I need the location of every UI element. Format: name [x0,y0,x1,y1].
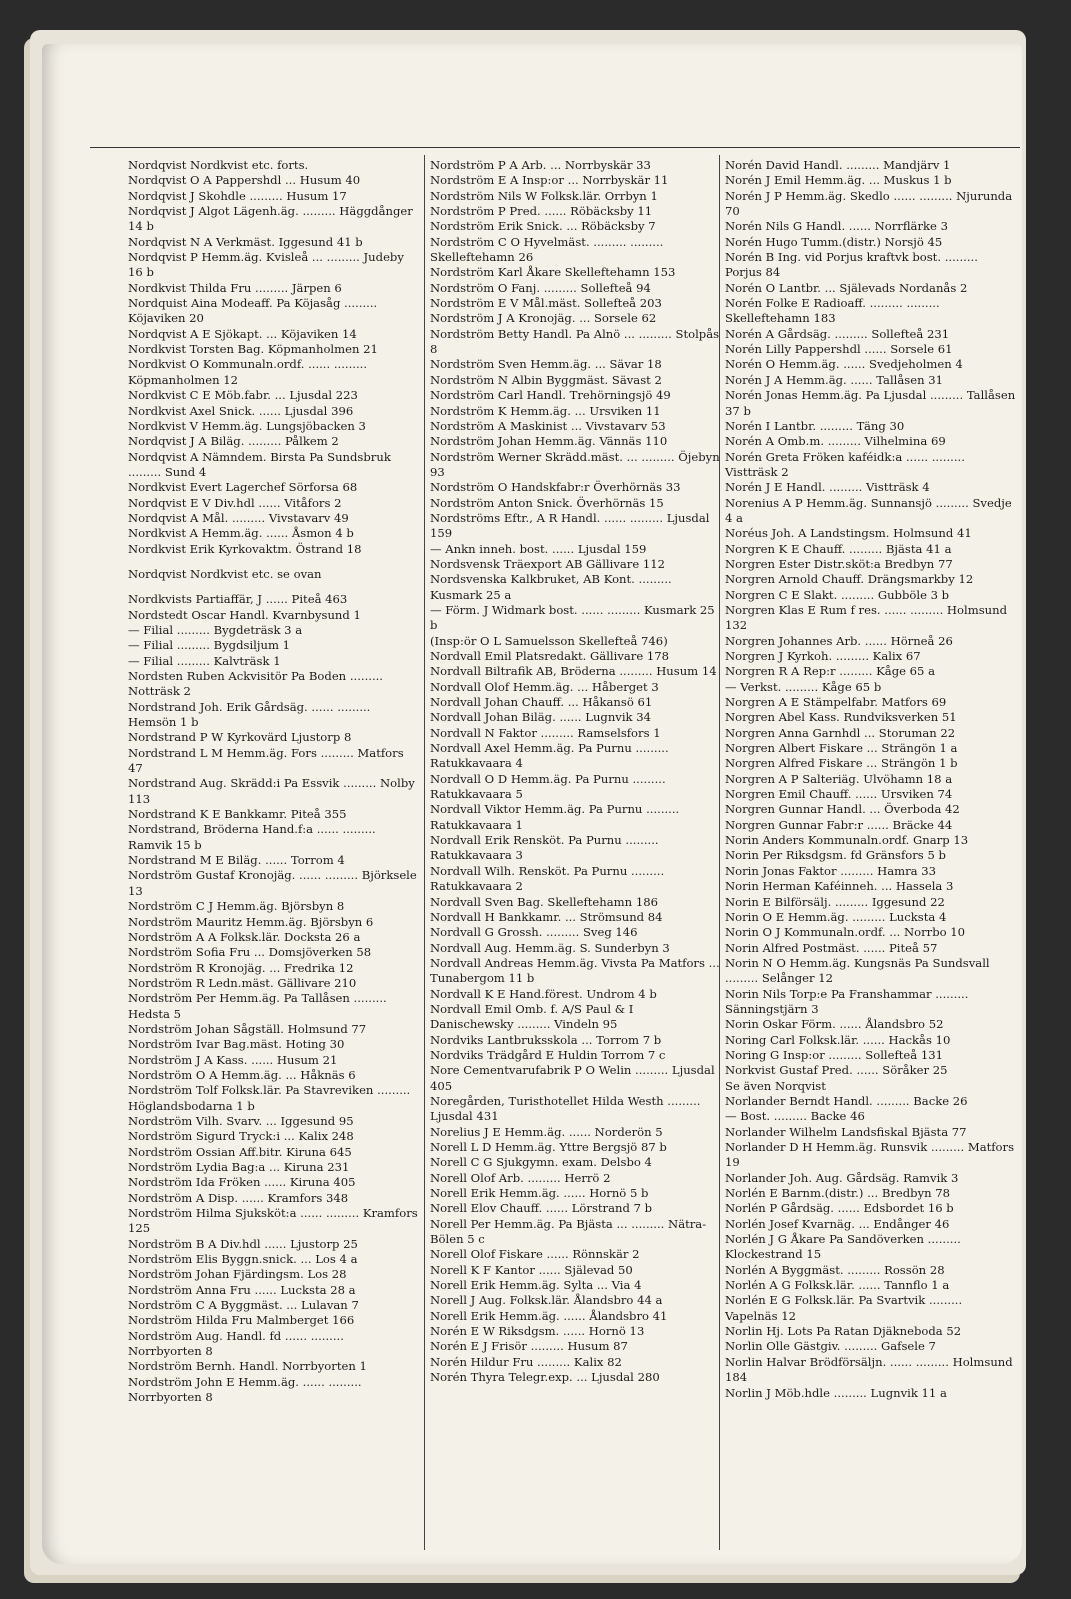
directory-column-3 [725,158,1018,1558]
directory-entry: Nordkvist Axel Snick. ...... Ljusdal 396 [128,403,354,418]
directory-entry: Norén I Lantbr. ......... Täng 30 [725,418,905,433]
directory-entry: Norgren C E Slakt. ......... Gubböle 3 b [725,587,950,602]
directory-entry: Nordkvist Torsten Bag. Köpmanholmen 21 [128,342,378,357]
directory-entry: Norin Herman Kaféinneh. ... Hassela 3 [725,879,954,894]
directory-entry: Nordvall Erik Rensköt. Pa Purnu ......... Ratukkavaara 3 [430,833,659,863]
directory-entry: Nordsvenska Kalkbruket, AB Kont. ......... Kusmark 25 a [430,572,672,602]
directory-entry: Nordström Vilh. Svarv. ... Iggesund 95 [128,1113,354,1128]
directory-entry: Norén Hugo Tumm.(distr.) Norsjö 45 [725,234,943,249]
directory-entry: Nordström Sven Hemm.äg. ... Sävar 18 [430,357,662,372]
directory-entry: Norlin J Möb.hdle ......... Lugnvik 11 a [725,1385,947,1400]
directory-entry: Nordström Karl Åkare Skelleftehamn 153 [430,265,676,280]
directory-entry: Nordvall Olof Hemm.äg. ... Håberget 3 [430,679,659,694]
directory-entry: Nordquist Aina Modeaff. Pa Köjasåg ......... Köjaviken 20 [128,296,378,326]
directory-entry: Nordviks Trädgård E Huldin Torrom 7 c [430,1047,666,1062]
directory-entry: Norén Greta Fröken kaféidk:a ...... ......... Vistträsk 2 [725,449,965,479]
directory-entry: Norlin Halvar Brödförsäljn. ...... ......... Holmsund 184 [725,1354,1013,1385]
directory-entry: Nordkvist A Hemm.äg. ...... Åsmon 4 b [128,526,354,541]
directory-entry: Nordström John E Hemm.äg. ...... ......... Norrbyorten 8 [128,1374,362,1405]
directory-entry: — Bost. ......... Backe 46 [725,1109,865,1124]
directory-entry: Nordström B A Div.hdl ...... Ljustorp 25 [128,1236,358,1251]
directory-entry: Noregården, Turisthotellet Hilda Westh ......... Ljusdal 431 [430,1093,701,1124]
directory-entry: Nordström N Albin Byggmäst. Sävast 2 [430,372,662,387]
directory-entry: Norgren Johannes Arb. ...... Hörneå 26 [725,633,953,648]
directory-column-1 [128,158,418,1558]
directory-entry: Nordvall Wilh. Rensköt. Pa Purnu ......... Ratukkavaara 2 [430,863,665,894]
directory-entry: Norin E Bilförsälj. ......... Iggesund 22 [725,894,945,909]
directory-entry: Norlén E G Folksk.lär. Pa Svartvik ......... Vapelnäs 12 [725,1293,963,1323]
directory-entry: Nordkvist V Hemm.äg. Lungsjöbacken 3 [128,418,366,433]
directory-entry: — Ankn inneh. bost. ...... Ljusdal 159 [430,541,647,556]
directory-entry: Noréus Joh. A Landstingsm. Holmsund 41 [725,526,972,541]
directory-entry: Nordqvist J Skohdle ......... Husum 17 [128,188,347,203]
directory-entry: Nordvall Andreas Hemm.äg. Vivsta Pa Matfors ... Tunabergom 11 b [430,955,720,986]
directory-entry: Nordvall G Grossh. ......... Sveg 146 [430,925,638,940]
directory-entry: Nordström Ida Fröken ...... Kiruna 405 [128,1175,356,1190]
directory-entry: Nordström Tolf Folksk.lär. Pa Stavreviken ......... Höglandsbodarna 1 b [128,1083,411,1113]
directory-entry: Nordqvist N A Verkmäst. Iggesund 41 b [128,234,363,249]
directory-entry: Nordström Johan Hemm.äg. Vännäs 110 [430,434,668,449]
directory-entry: Norell Erik Hemm.äg. Sylta ... Via 4 [430,1278,642,1293]
column-divider [424,155,425,1550]
directory-entry: Norén A Omb.m. ......... Vilhelmina 69 [725,434,946,449]
directory-entry: Nordstrand, Bröderna Hand.f:a ...... ......... Ramvik 15 b [128,822,376,852]
directory-entry: Nordvall Biltrafik AB, Bröderna ......... Husum 14 [430,664,717,679]
directory-entry: Norén J A Hemm.äg. ...... Tallåsen 31 [725,372,944,387]
directory-entry: Norén E W Riksdgsm. ...... Hornö 13 [430,1324,645,1339]
directory-entry: Norgren J Kyrkoh. ......... Kalix 67 [725,649,921,663]
directory-entry: Norin Oskar Förm. ...... Ålandsbro 52 [725,1017,944,1032]
directory-entry: Nordström J A Kronojäg. ... Sorsele 62 [430,311,657,326]
directory-entry: Norlén E Barnm.(distr.) ... Bredbyn 78 [725,1186,951,1201]
directory-entry: Norell K F Kantor ...... Själevad 50 [430,1262,633,1277]
directory-entry: Norén David Handl. ......... Mandjärv 1 [725,158,951,172]
directory-entry: Norin N O Hemm.äg. Kungsnäs Pa Sundsvall ......... Selånger 12 [725,955,990,986]
directory-entry: Nordström K Hemm.äg. ... Ursviken 11 [430,403,661,418]
directory-entry: Norell Erik Hemm.äg. ...... Hornö 5 b [430,1186,649,1201]
directory-entry: Norin Alfred Postmäst. ...... Piteå 57 [725,940,938,955]
directory-entry: Norgren Klas E Rum f res. ...... ......... Holmsund 132 [725,602,1008,633]
directory-entry: Norin Anders Kommunaln.ordf. Gnarp 13 [725,833,969,848]
directory-entry: Nordstrand L M Hemm.äg. Fors ......... Matfors 47 [128,745,404,776]
directory-entry: Norén Lilly Pappershdl ...... Sorsele 61 [725,342,953,357]
directory-entry: Nordström C A Byggmäst. ... Lulavan 7 [128,1298,359,1313]
directory-entry: — Filial ......... Bygdsiljum 1 [128,638,291,653]
directory-entry: Nordström R Ledn.mäst. Gällivare 210 [128,975,357,990]
directory-entry: Nordström Mauritz Hemm.äg. Björsbyn 6 [128,914,374,929]
directory-entry: Norelius J E Hemm.äg. ...... Norderön 5 [430,1124,663,1139]
directory-entry: Norin O J Kommunaln.ordf. ... Norrbo 10 [725,925,966,940]
directory-entry: Nordqvist J A Biläg. ......... Pålkem 2 [128,434,339,449]
directory-entry: Nordstrand Joh. Erik Gårdsäg. ...... ......... Hemsön 1 b [128,699,371,730]
directory-entry: Nordström O Fanj. ......... Sollefteå 94 [430,280,651,295]
directory-entry: Nordkvist Erik Kyrkovaktm. Östrand 18 [128,541,362,556]
directory-entry: — Verkst. ......... Kåge 65 b [725,679,882,694]
directory-entry: Norlén P Gårdsäg. ...... Edsbordet 16 b [725,1201,954,1216]
directory-entry: Norenius A P Hemm.äg. Sunnansjö ......... Svedje 4 a [725,495,1012,525]
directory-entry: Nordström Ivar Bag.mäst. Hoting 30 [128,1037,345,1052]
directory-entry: Nordstrand Aug. Skrädd:i Pa Essvik ......... Nolby 113 [128,776,415,806]
directory-entry: Nordström Hilma Sjuksköt:a ...... ......... Kramfors 125 [128,1206,418,1236]
directory-entry: Nordkvist O Kommunaln.ordf. ...... ......... Köpmanholmen 12 [128,357,368,387]
directory-entry: Nordstrand M E Biläg. ...... Torrom 4 [128,853,345,868]
directory-entry: Norgren Gunnar Fabr:r ...... Bräcke 44 [725,817,953,832]
directory-entry: Norgren Arnold Chauff. Drängsmarkby 12 [725,572,974,587]
directory-entry: Nordström C J Hemm.äg. Björsbyn 8 [128,899,345,914]
directory-entry: Nordsten Ruben Ackvisitör Pa Boden ......... Notträsk 2 [128,669,383,699]
directory-entry: Nordström E V Mål.mäst. Sollefteå 203 [430,296,662,311]
directory-entry: Norell L D Hemm.äg. Yttre Bergsjö 87 b [430,1140,667,1154]
directory-entry: Nordström Ossian Aff.bitr. Kiruna 645 [128,1144,352,1159]
directory-entry: Nordvall H Bankkamr. ... Strömsund 84 [430,909,663,924]
directory-entry: Nordvall O D Hemm.äg. Pa Purnu ......... Ratukkavaara 5 [430,771,666,802]
directory-entry: Nordkvist Thilda Fru ......... Järpen 6 [128,280,342,295]
directory-entry: Norgren Anna Garnhdl ... Storuman 22 [725,725,956,740]
directory-entry: Nordström Anton Snick. Överhörnäs 15 [430,495,664,510]
directory-entry: Noring G Insp:or ......... Sollefteå 131 [725,1047,944,1062]
directory-entry: Nordström A Disp. ...... Kramfors 348 [128,1190,349,1205]
directory-entry: Nordvall Emil Omb. f. A/S Paul & I Danischewsky ......... Vindeln 95 [430,1001,634,1032]
directory-column-2 [430,158,720,1558]
directory-entry: Nordvall Emil Platsredakt. Gällivare 178 [430,649,670,663]
directory-entry: Nordqvist J Algot Lägenh.äg. ......... Häggdånger 14 b [128,204,413,234]
directory-entry: Nore Cementvarufabrik P O Welin ......... Ljusdal 405 [430,1063,715,1093]
directory-entry: Norén J E Handl. ......... Vistträsk 4 [725,480,930,495]
directory-entry: Nordström Carl Handl. Trehörningsjö 49 [430,388,671,403]
directory-entry: Norgren Albert Fiskare ... Strängön 1 a [725,741,958,756]
directory-entry: Norell Olof Fiskare ...... Rönnskär 2 [430,1247,640,1262]
directory-entry: Norell Erik Hemm.äg. ...... Ålandsbro 41 [430,1308,668,1323]
directory-entry: Nordvall Sven Bag. Skelleftehamn 186 [430,894,658,909]
directory-entry: Norlén J G Åkare Pa Sandöverken ......... Klockestrand 15 [725,1232,961,1262]
header-divider [90,147,1020,148]
directory-entry: Nordström J A Kass. ...... Husum 21 [128,1052,338,1067]
directory-entry: Norgren Emil Chauff. ...... Ursviken 74 [725,787,953,802]
directory-entry: Nordström Bernh. Handl. Norrbyorten 1 [128,1359,367,1374]
directory-entry: Norgren R A Rep:r ......... Kåge 65 a [725,664,936,679]
directory-entry: Norén O Hemm.äg. ...... Svedjeholmen 4 [725,357,963,372]
directory-entry: Norlander Berndt Handl. ......... Backe 26 [725,1093,968,1108]
directory-entry: Norén E J Frisör ......... Husum 87 [430,1339,628,1354]
directory-entry: Nordström Nils W Folksk.lär. Orrbyn 1 [430,188,658,203]
directory-entry: Norén Thyra Telegr.exp. ... Ljusdal 280 [430,1370,660,1385]
directory-entry: Nordviks Lantbruksskola ... Torrom 7 b [430,1032,662,1047]
directory-entry: Nordström Johan Sågställ. Holmsund 77 [128,1021,367,1036]
directory-entry: Nordqvist A Nämndem. Birsta Pa Sundsbruk ......... Sund 4 [128,449,391,479]
directory-entry: Norgren Alfred Fiskare ... Strängön 1 b [725,756,958,771]
directory-entry: Nordqvist Nordkvist etc. forts. [128,158,309,172]
directory-entry: Norén J Emil Hemm.äg. ... Muskus 1 b [725,173,952,188]
directory-entry: Nordqvist Nordkvist etc. se ovan [128,566,322,581]
directory-entry: Nordkvists Partiaffär, J ...... Piteå 463 [128,592,348,607]
directory-entry: Norlén A G Folksk.lär. ...... Tannflo 1 a [725,1278,950,1293]
directory-entry: Norell Elov Chauff. ...... Lörstrand 7 b [430,1201,653,1216]
directory-entry: — Filial ......... Kalvträsk 1 [128,653,281,668]
directory-entry: Norgren Abel Kass. Rundviksverken 51 [725,710,957,725]
directory-entry: Norell Olof Arb. ......... Herrö 2 [430,1170,611,1185]
directory-entry: Nordström Sofia Fru ... Domsjöverken 58 [128,945,372,960]
directory-entry: Nordstedt Oscar Handl. Kvarnbysund 1 [128,607,361,622]
directory-entry: Nordström O Handskfabr:r Överhörnäs 33 [430,480,681,495]
directory-entry: Nordvall N Faktor ......... Ramselsfors 1 [430,725,661,740]
directory-entry: Nordström R Kronojäg. ... Fredrika 12 [128,960,354,975]
directory-entry: Norén A Gårdsäg. ......... Sollefteå 231 [725,326,950,341]
directory-entry: — Filial ......... Bygdeträsk 3 a [128,622,303,637]
directory-entry: Nordström Gustaf Kronojäg. ...... ......... Björksele 13 [128,868,417,898]
directory-entry: Nordström Erik Snick. ... Röbäcksby 7 [430,219,656,234]
directory-entry: Nordström Per Hemm.äg. Pa Tallåsen ......... Hedsta 5 [128,991,387,1021]
directory-entry: (Insp:ör O L Samuelsson Skellefteå 746) [430,633,668,648]
directory-entry: Noring Carl Folksk.lär. ...... Hackås 10 [725,1032,951,1047]
directory-entry: Norlén A Byggmäst. ......... Rossön 28 [725,1262,945,1277]
directory-entry: Se även Norqvist [725,1078,826,1093]
directory-entry: Norlin Hj. Lots Pa Ratan Djäkneboda 52 [725,1324,962,1339]
directory-entry: Nordvall Johan Biläg. ...... Lugnvik 34 [430,710,652,725]
directory-entry: Nordström P A Arb. ... Norrbyskär 33 [430,158,651,172]
directory-entry: Nordström Werner Skrädd.mäst. ... ......... Öjebyn 93 [430,449,720,479]
directory-entry: Norin Jonas Faktor ......... Hamra 33 [725,863,936,878]
directory-entry: Nordqvist E V Div.hdl ...... Vitåfors 2 [128,495,342,510]
directory-entry: Norgren Ester Distr.sköt:a Bredbyn 77 [725,556,953,571]
directory-entry: Nordqvist A Mål. ......... Vivstavarv 49 [128,510,349,525]
directory-entry: Nordström E A Insp:or ... Norrbyskär 11 [430,173,669,188]
directory-entry: Nordströms Eftr., A R Handl. ...... ......... Ljusdal 159 [430,510,710,541]
directory-entry: Nordström Hilda Fru Malmberget 166 [128,1313,355,1328]
directory-entry: Norén Nils G Handl. ...... Norrflärke 3 [725,219,948,234]
directory-entry: Norgren Gunnar Handl. ... Överboda 42 [725,802,960,817]
directory-entry: Norlander Wilhelm Landsfiskal Bjästa 77 [725,1124,967,1139]
directory-entry: Nordqvist A E Sjökapt. ... Köjaviken 14 [128,326,357,341]
directory-entry: Norén Jonas Hemm.äg. Pa Ljusdal ......... Tallåsen 37 b [725,388,1016,418]
directory-entry: Nordström Elis Byggn.snick. ... Los 4 a [128,1252,358,1267]
directory-entry: Norlander Joh. Aug. Gårdsäg. Ramvik 3 [725,1170,959,1185]
directory-entry: Nordström P Pred. ...... Röbäcksby 11 [430,204,653,219]
directory-entry: Norlén Josef Kvarnäg. ... Endånger 46 [725,1216,950,1231]
directory-entry: Nordqvist P Hemm.äg. Kvisleå ... ......... Judeby 16 b [128,250,404,280]
directory-entry: Nordström O A Hemm.äg. ... Håknäs 6 [128,1067,356,1082]
directory-entry: Nordström Sigurd Tryck:i ... Kalix 248 [128,1129,354,1144]
directory-entry: Nordvall Axel Hemm.äg. Pa Purnu ......... Ratukkavaara 4 [430,741,669,771]
directory-entry: Norgren K E Chauff. ......... Bjästa 41 a [725,541,952,556]
directory-entry: Nordsvensk Träexport AB Gällivare 112 [430,556,666,571]
directory-entry: Nordvall Johan Chauff. ... Håkansö 61 [430,695,653,710]
directory-entry: Norlander D H Hemm.äg. Runsvik ......... Matfors 19 [725,1140,1015,1170]
directory-entry: Norin Nils Torp:e Pa Franshammar ......... Sänningstjärn 3 [725,986,969,1016]
directory-entry: Nordkvist Evert Lagerchef Sörforsa 68 [128,480,358,495]
directory-entry: Nordström Aug. Handl. fd ...... ......... Norrbyorten 8 [128,1328,344,1359]
directory-entry: Nordvall K E Hand.förest. Undrom 4 b [430,986,657,1001]
directory-entry: — Förm. J Widmark bost. ...... ......... Kusmark 25 b [430,602,715,633]
directory-entry: Nordström Betty Handl. Pa Alnö ... ......... Stolpås 8 [430,326,720,357]
directory-entry: Nordström Johan Fjärdingsm. Los 28 [128,1267,347,1282]
directory-entry: Norkvist Gustaf Pred. ...... Söråker 25 [725,1063,948,1078]
directory-entry: Nordqvist O A Pappershdl ... Husum 40 [128,173,361,188]
directory-entry: Nordstrand K E Bankkamr. Piteå 355 [128,807,347,822]
directory-entry: Norén J P Hemm.äg. Skedlo ...... ......... Njurunda 70 [725,188,1013,219]
directory-entry: Norén O Lantbr. ... Själevads Nordanås 2 [725,280,968,295]
directory-entry: Norin O E Hemm.äg. ......... Lucksta 4 [725,909,947,924]
directory-entry: Norin Per Riksdgsm. fd Gränsfors 5 b [725,848,946,863]
directory-entry: Nordkvist C E Möb.fabr. ... Ljusdal 223 [128,388,358,403]
directory-entry: Norén Hildur Fru ......... Kalix 82 [430,1354,622,1369]
directory-entry: Norlin Olle Gästgiv. ......... Gafsele 7 [725,1339,936,1354]
directory-entry: Nordström C O Hyvelmäst. ......... ......... Skelleftehamn 26 [430,234,664,265]
directory-entry: Norgren A P Salteriäg. Ulvöhamn 18 a [725,771,953,786]
directory-entry: Nordström Lydia Bag:a ... Kiruna 231 [128,1160,350,1174]
directory-entry: Nordström Anna Fru ...... Lucksta 28 a [128,1282,356,1297]
directory-entry: Norén Folke E Radioaff. ......... ......... Skelleftehamn 183 [725,296,940,326]
directory-entry: Nordstrand P W Kyrkovärd Ljustorp 8 [128,730,352,745]
directory-entry: Norell C G Sjukgymn. exam. Delsbo 4 [430,1155,652,1170]
directory-entry: Norgren A E Stämpelfabr. Matfors 69 [725,695,947,710]
directory-entry: Norell J Aug. Folksk.lär. Ålandsbro 44 a [430,1293,663,1308]
directory-entry: Nordström A A Folksk.lär. Docksta 26 a [128,929,361,944]
directory-entry: Nordvall Viktor Hemm.äg. Pa Purnu ......... Ratukkavaara 1 [430,802,680,832]
directory-entry: Nordvall Aug. Hemm.äg. S. Sunderbyn 3 [430,940,670,955]
directory-entry: Nordström A Maskinist ... Vivstavarv 53 [430,418,666,433]
directory-entry: Norell Per Hemm.äg. Pa Bjästa ... ......... Nätra-Bölen 5 c [430,1216,707,1247]
directory-entry: Norén B Ing. vid Porjus kraftvk bost. ......... Porjus 84 [725,250,978,280]
